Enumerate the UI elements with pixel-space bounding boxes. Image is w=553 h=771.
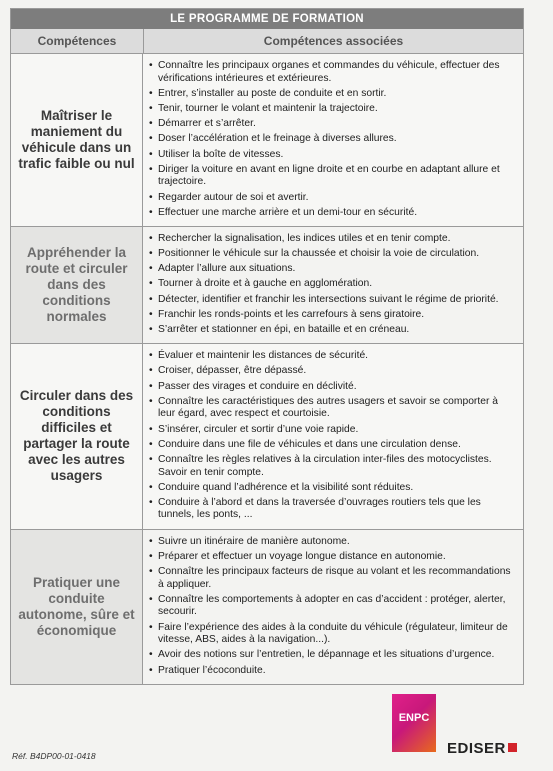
list-item: • Entrer, s’installer au poste de conduite et en sortir.	[149, 88, 515, 101]
table-row	[11, 530, 523, 684]
list-item: • Préparer et effectuer un voyage longue distance en autonomie.	[149, 551, 515, 564]
list-item: • Connaître les caractéristiques des autres usagers et savoir se comporter à leur égard, avec respect et courtoisie.	[149, 396, 515, 421]
list-item: • Positionner le véhicule sur la chaussée et choisir la voie de circulation.	[149, 248, 515, 261]
list-item: • Faire l’expérience des aides à la conduite du véhicule (régulateur, limiteur de vitesse, ABS, aides à la navigation...).	[149, 622, 515, 647]
competence-label: Circuler dans des conditions difficiles et partager la route avec les autres usagers	[11, 344, 143, 528]
ediser-logo	[447, 740, 517, 757]
header-associated: Compétences associées	[263, 34, 404, 48]
list-item: • Suivre un itinéraire de manière autonome.	[149, 536, 515, 549]
list-item: • Effectuer une marche arrière et un demi-tour en sécurité.	[149, 207, 515, 220]
enpc-logo	[392, 694, 436, 752]
competence-label: Appréhender la route et circuler dans des conditions normales	[11, 227, 143, 343]
list-item: • Diriger la voiture en avant en ligne droite et en courbe en adaptant allure et trajectoire.	[149, 164, 515, 189]
list-item: • Détecter, identifier et franchir les intersections suivant le régime de priorité.	[149, 294, 515, 307]
ediser-logo-text: EDISER	[447, 740, 506, 757]
training-program-table	[10, 8, 524, 685]
list-item: • Tourner à droite et à gauche en agglomération.	[149, 278, 515, 291]
list-item: • Conduire dans une file de véhicules et dans une circulation dense.	[149, 439, 515, 452]
associated-list	[143, 344, 523, 528]
list-item: • Passer des virages et conduire en déclivité.	[149, 381, 515, 394]
enpc-logo-text: ENPC	[398, 712, 430, 724]
list-item: • Connaître les règles relatives à la circulation inter-files des motocyclistes. Savoir en tenir compte.	[149, 454, 515, 479]
associated-list	[143, 530, 523, 684]
list-item: • Conduire quand l’adhérence et la visibilité sont réduites.	[149, 482, 515, 495]
list-item: • Regarder autour de soi et avertir.	[149, 192, 515, 205]
table-row	[11, 227, 523, 344]
reference-code: Réf. B4DP00-01-0418	[12, 751, 96, 761]
book-icon	[508, 743, 517, 752]
list-item: • Connaître les principaux organes et commandes du véhicule, effectuer des vérifications intérieures et extérieures.	[149, 60, 515, 85]
list-item: • Rechercher la signalisation, les indices utiles et en tenir compte.	[149, 233, 515, 246]
list-item: • Démarrer et s’arrêter.	[149, 118, 515, 131]
table-banner: LE PROGRAMME DE FORMATION	[11, 9, 523, 29]
column-headers	[11, 29, 523, 54]
list-item: • Avoir des notions sur l’entretien, le dépannage et les situations d’urgence.	[149, 649, 515, 662]
list-item: • Utiliser la boîte de vitesses.	[149, 149, 515, 162]
table-row	[11, 54, 523, 227]
list-item: • Franchir les ronds-points et les carrefours à sens giratoire.	[149, 309, 515, 322]
list-item: • S’arrêter et stationner en épi, en bataille et en créneau.	[149, 324, 515, 337]
associated-list	[143, 54, 523, 226]
list-item: • Adapter l’allure aux situations.	[149, 263, 515, 276]
list-item: • Pratiquer l’écoconduite.	[149, 665, 515, 678]
list-item: • Tenir, tourner le volant et maintenir la trajectoire.	[149, 103, 515, 116]
list-item: • Évaluer et maintenir les distances de sécurité.	[149, 350, 515, 363]
competence-label: Maîtriser le maniement du véhicule dans un trafic faible ou nul	[11, 54, 143, 226]
header-competences: Compétences	[11, 29, 144, 53]
competence-label: Pratiquer une conduite autonome, sûre et économique	[11, 530, 143, 684]
list-item: • Croiser, dépasser, être dépassé.	[149, 365, 515, 378]
table-row	[11, 344, 523, 529]
list-item: • Connaître les comportements à adopter en cas d’accident : protéger, alerter, secourir.	[149, 594, 515, 619]
associated-list	[143, 227, 523, 343]
list-item: • Conduire à l’abord et dans la traversée d’ouvrages routiers tels que les tunnels, les ponts, ...	[149, 497, 515, 522]
list-item: • S’insérer, circuler et sortir d’une voie rapide.	[149, 424, 515, 437]
list-item: • Connaître les principaux facteurs de risque au volant et les recommandations à appliquer.	[149, 566, 515, 591]
list-item: • Doser l’accélération et le freinage à diverses allures.	[149, 133, 515, 146]
